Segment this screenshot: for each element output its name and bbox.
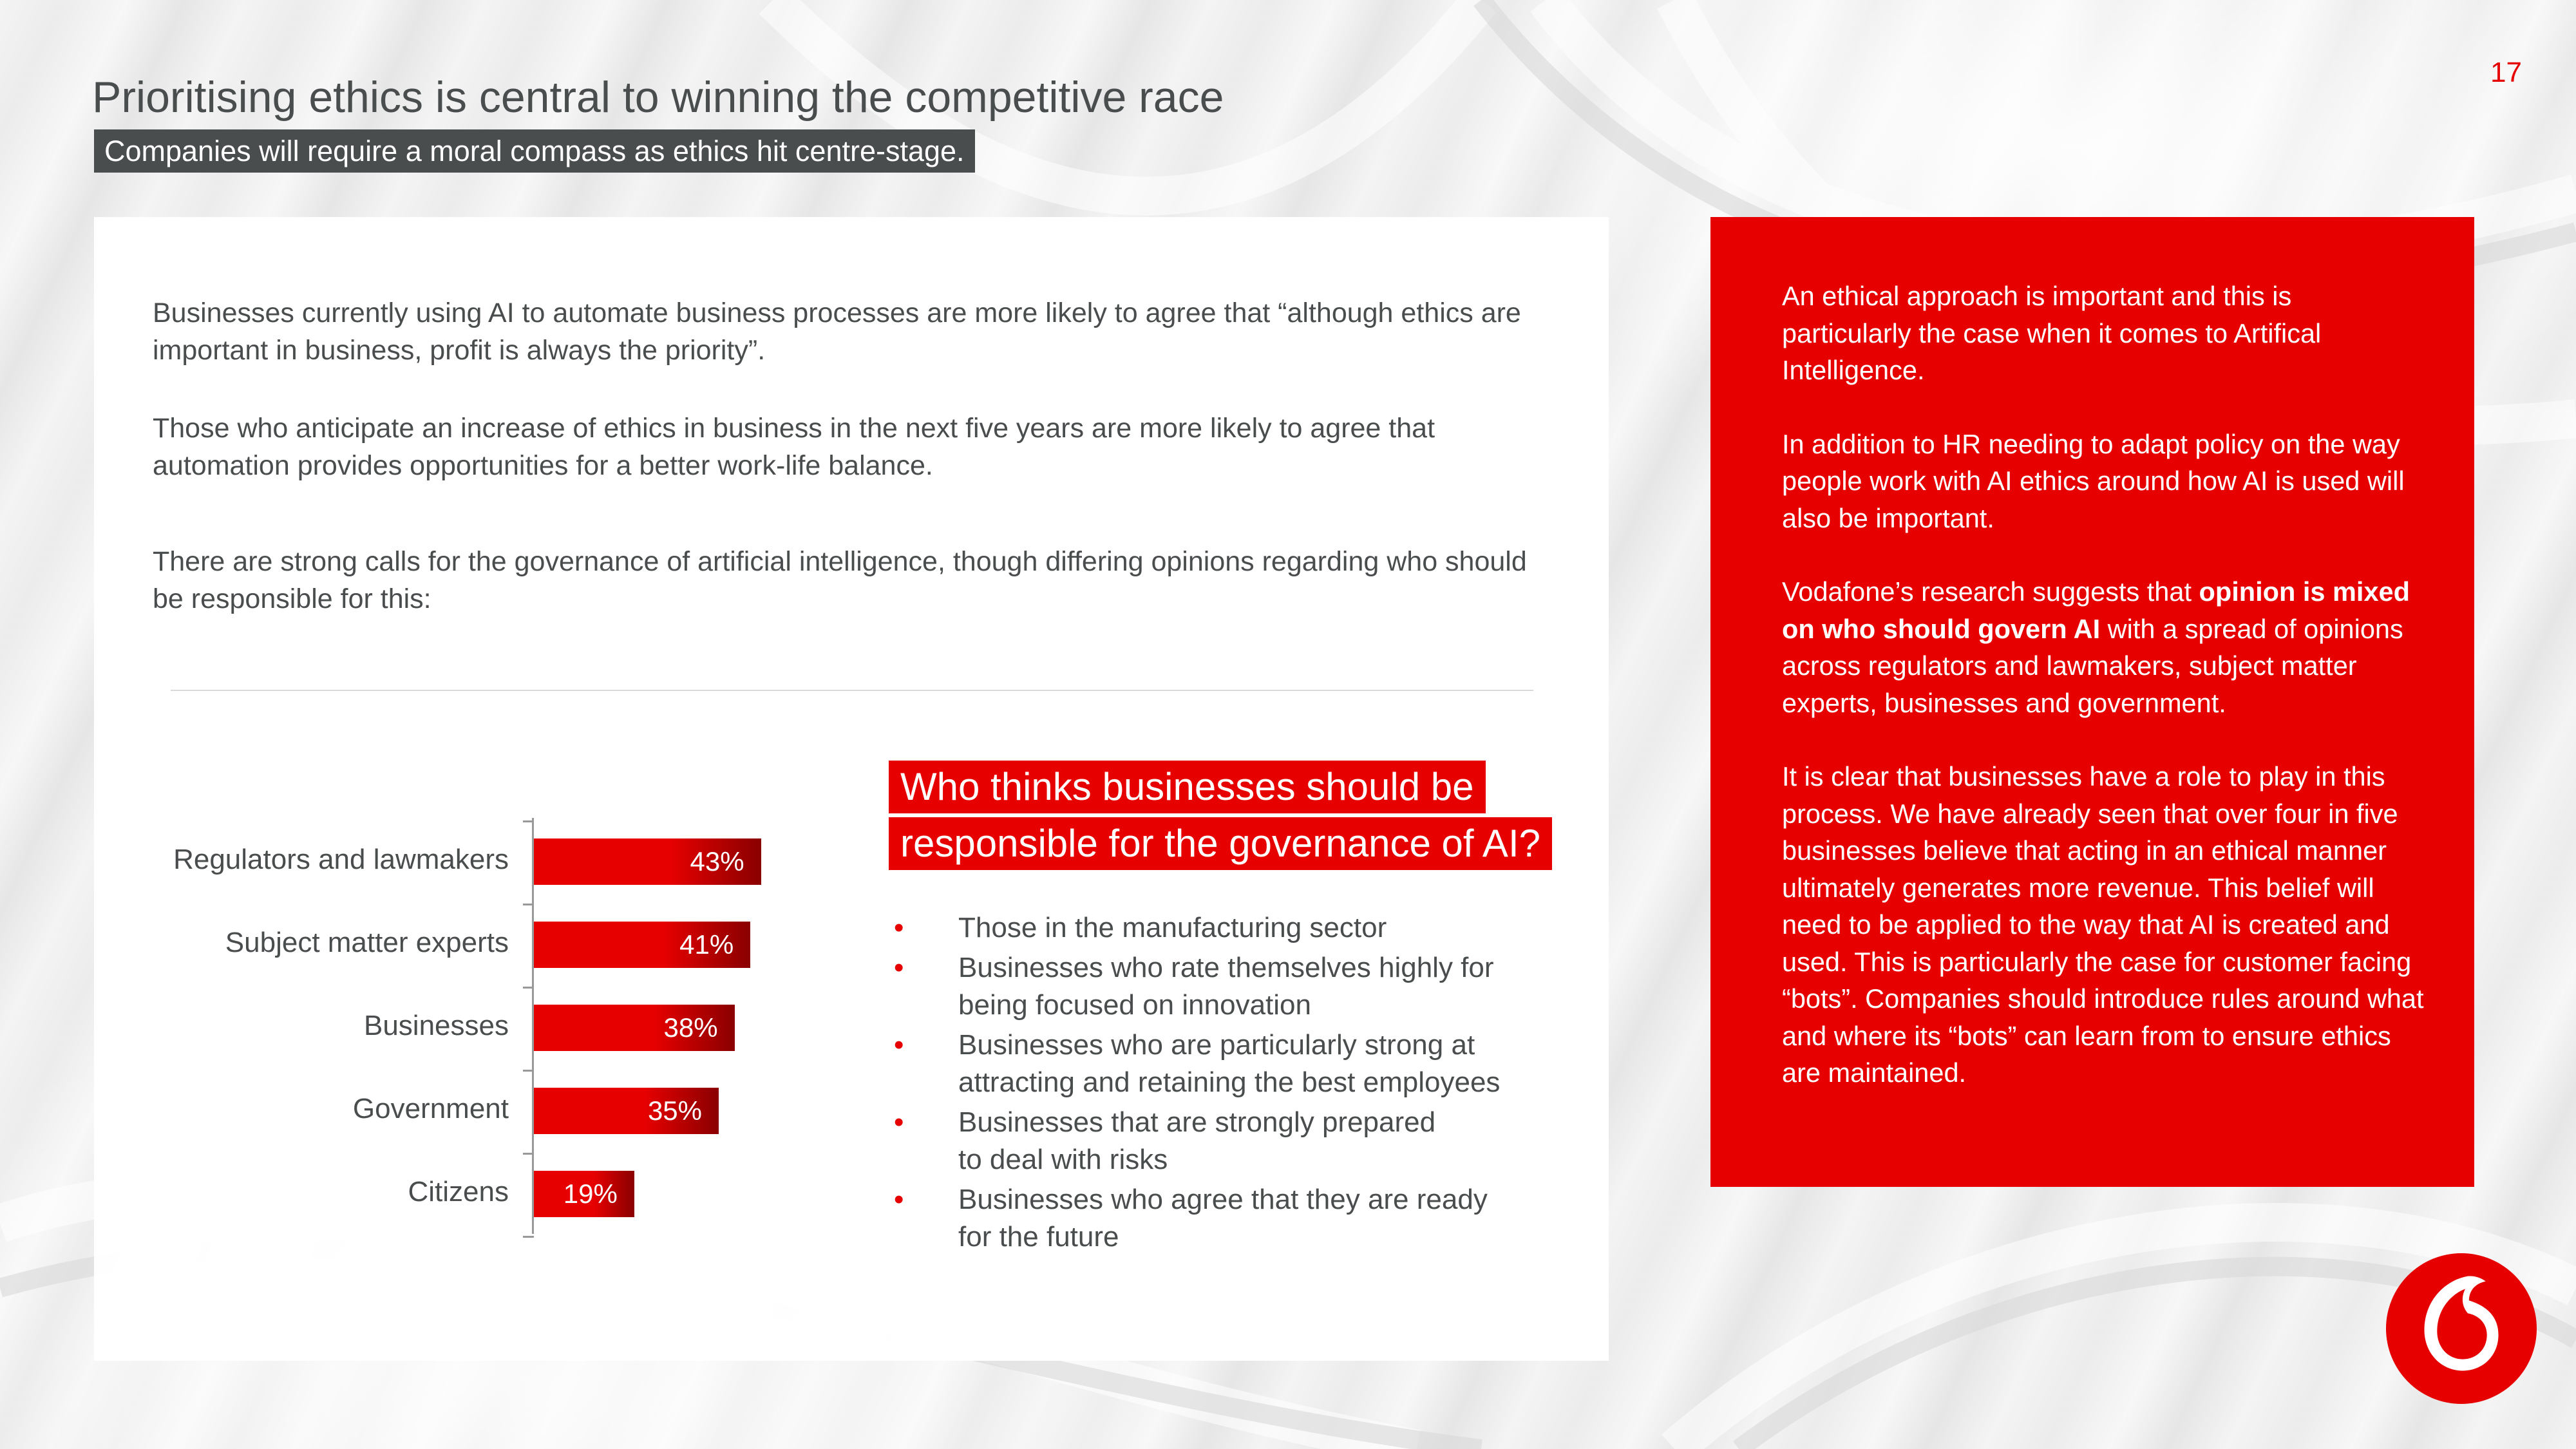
- page-number: 17: [2490, 57, 2522, 88]
- bullet-icon: •: [894, 1029, 904, 1061]
- chart-axis-tick: [523, 1236, 534, 1238]
- callout-heading: [889, 761, 1552, 870]
- bullet-text: Businesses who are particularly strong at: [958, 1029, 1475, 1061]
- insight-panel: [1710, 217, 2474, 1187]
- insight-text: [1782, 278, 2426, 1128]
- bullet-icon: •: [894, 912, 904, 943]
- bullet-text-continued: to deal with risks: [958, 1144, 1168, 1175]
- chart-category-label: Subject matter experts: [225, 927, 509, 958]
- bullet-text: Businesses who agree that they are ready: [958, 1184, 1488, 1215]
- bullet-text: Those in the manufacturing sector: [958, 912, 1387, 943]
- bullet-icon: •: [894, 952, 904, 983]
- insight-paragraph-2: In addition to HR needing to adapt policy on the way people work with AI ethics around how AI is used will also be important.: [1782, 428, 2405, 533]
- chart-data-label: 19%: [563, 1179, 618, 1209]
- bullet-item: [889, 909, 1533, 947]
- insight-p3-highlight: opinion is mixed on who should govern AI: [1782, 576, 2410, 644]
- insight-p3-lead: Vodafone’s research suggests that: [1782, 576, 2199, 607]
- bullet-text-continued: attracting and retaining the best employees: [958, 1066, 1501, 1098]
- chart-category-label: Regulators and lawmakers: [173, 844, 509, 875]
- bullet-icon: •: [894, 1106, 904, 1138]
- chart-data-label: 35%: [647, 1095, 702, 1126]
- vodafone-logo-icon: [2385, 1252, 2538, 1405]
- chart-category-label: Citizens: [408, 1176, 509, 1208]
- intro-paragraph-1: Businesses currently using AI to automate business processes are more likely to agree that “although ethics are important in business, profit is always the priority”.: [153, 298, 1521, 366]
- governance-bar-chart: [116, 805, 799, 1243]
- bullet-text: Businesses that are strongly prepared: [958, 1106, 1436, 1138]
- bullet-item: [889, 1181, 1533, 1256]
- chart-data-label: 43%: [690, 846, 744, 876]
- chart-axis-tick: [523, 904, 534, 905]
- divider: [171, 690, 1533, 691]
- page-subtitle: Companies will require a moral compass as ethics hit centre-stage.: [94, 129, 975, 173]
- bullet-icon: •: [894, 1184, 904, 1215]
- callout-bullet-list: [889, 909, 1533, 1258]
- chart-axis-tick: [523, 1070, 534, 1072]
- bullet-item: [889, 1104, 1533, 1179]
- chart-data-label: 41%: [679, 929, 734, 960]
- intro-paragraph-3: There are strong calls for the governance of artificial intelligence, though differing opinions regarding who should be responsible for this:: [153, 546, 1527, 614]
- chart-data-label: 38%: [663, 1012, 718, 1043]
- chart-axis-tick: [523, 987, 534, 989]
- chart-axis-tick: [523, 1153, 534, 1155]
- bullet-item: [889, 949, 1533, 1024]
- insight-paragraph-3: [1782, 573, 2426, 721]
- chart-axis-tick: [523, 820, 534, 822]
- bullet-text-continued: for the future: [958, 1221, 1119, 1253]
- insight-paragraph-4: It is clear that businesses have a role to play in this process. We have already seen that over four in five businesses believe that acting in an ethical manner ultimately generates more revenue. This belief will need to be applied to the way that AI is created and used. This is particularly the case for customer facing “bots”. Companies should introduce rules around what and where its “bots” can learn from to ensure ethics are maintained.: [1782, 761, 2424, 1088]
- insight-paragraph-1: An ethical approach is important and this is particularly the case when it comes to Artifical Intelligence.: [1782, 281, 2322, 385]
- chart-category-label: Government: [352, 1093, 509, 1124]
- chart-category-label: Businesses: [363, 1010, 509, 1041]
- page-title: Prioritising ethics is central to winning the competitive race: [92, 73, 1224, 122]
- callout-heading-line-2: responsible for the governance of AI?: [889, 817, 1552, 870]
- intro-paragraph-2: Those who anticipate an increase of ethics in business in the next five years are more likely to agree that automation provides opportunities for a better work-life balance.: [153, 413, 1435, 481]
- insight-p3-tail: with a spread of opinions across regulators and lawmakers, subject matter experts, businesses and government.: [1782, 613, 2403, 718]
- bullet-text: Businesses who rate themselves highly for: [958, 952, 1494, 983]
- bullet-text-continued: being focused on innovation: [958, 989, 1311, 1021]
- bullet-item: [889, 1027, 1533, 1101]
- callout-heading-line-1: Who thinks businesses should be: [889, 761, 1486, 813]
